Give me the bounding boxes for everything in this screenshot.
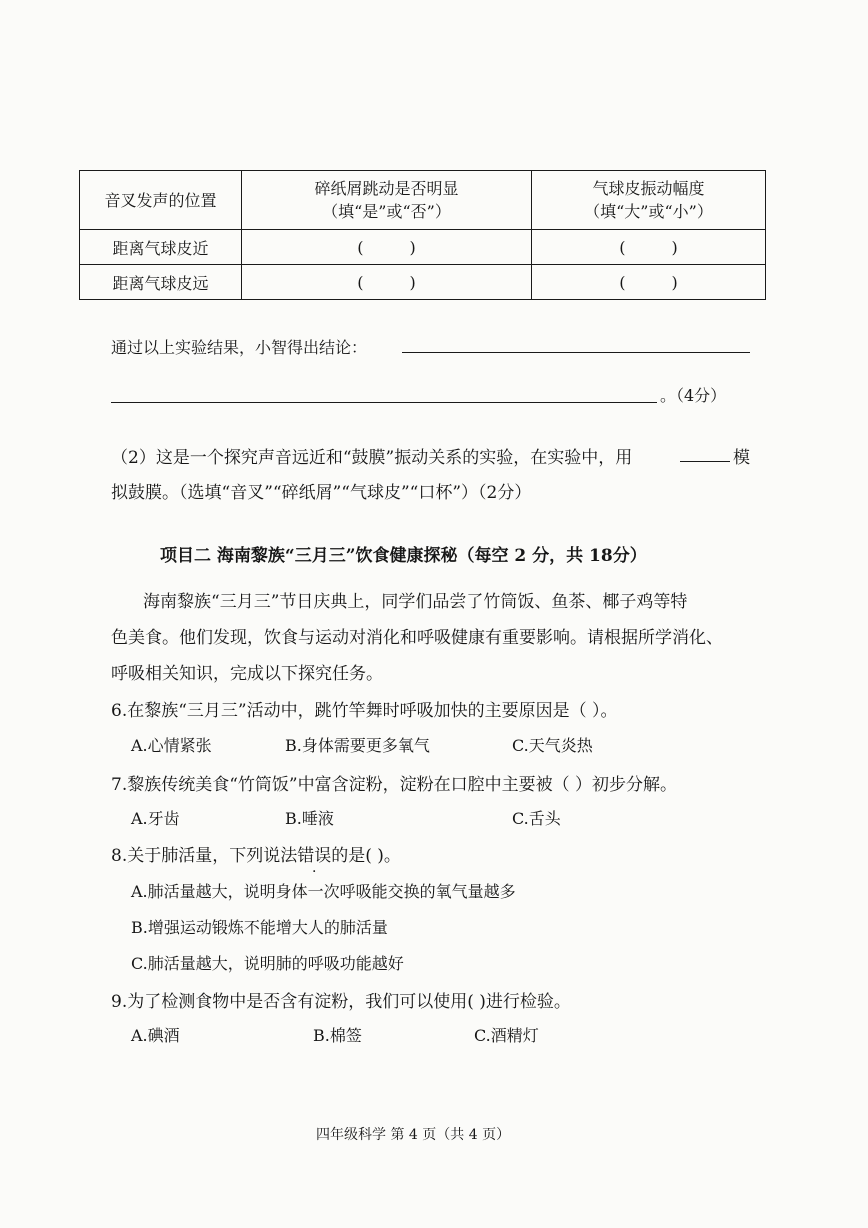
row-label-far: 距离气球皮远 xyxy=(80,265,242,300)
answer-blank-far-balloon[interactable]: ( ) xyxy=(532,265,766,300)
project2-title: 项目二 海南黎族“三月三”饮食健康探秘（每空 2 分，共 18分） xyxy=(160,546,647,566)
q8-text-pre: 8.关于肺活量，下列说法 xyxy=(111,846,298,866)
q9-option-a[interactable]: A.碘酒 xyxy=(131,1026,180,1045)
header-balloon-amplitude xyxy=(532,171,766,230)
q2-line1-end: 模 xyxy=(733,448,750,468)
question-7: 7.黎族传统美食“竹筒饭”中富含淀粉，淀粉在口腔中主要被（ ）初步分解。 xyxy=(111,775,678,795)
q7-option-c[interactable]: C.舌头 xyxy=(512,809,561,828)
header-position: 音叉发声的位置 xyxy=(80,171,242,230)
question-8 xyxy=(111,841,401,866)
q9-option-c[interactable]: C.酒精灯 xyxy=(474,1026,539,1045)
conclusion-answer-line-2[interactable] xyxy=(111,402,657,403)
q8-text-post: 的是( )。 xyxy=(331,846,401,866)
question-9: 9.为了检测食物中是否含有淀粉，我们可以使用( )进行检验。 xyxy=(111,992,571,1012)
q7-option-b[interactable]: B.唾液 xyxy=(285,809,334,828)
project2-intro-1: 海南黎族“三月三”节日庆典上，同学们品尝了竹筒饭、鱼茶、椰子鸡等特 xyxy=(143,592,688,612)
q6-option-c[interactable]: C.天气炎热 xyxy=(512,736,593,755)
project2-intro-3: 呼吸相关知识，完成以下探究任务。 xyxy=(111,664,383,684)
answer-blank-far-paper[interactable]: ( ) xyxy=(242,265,532,300)
answer-blank-near-balloon[interactable]: ( ) xyxy=(532,230,766,265)
table-header-row xyxy=(80,171,766,230)
table-row xyxy=(80,265,766,300)
project2-intro-2: 色美食。他们发现，饮食与运动对消化和呼吸健康有重要影响。请根据所学消化、 xyxy=(111,628,723,648)
conclusion-prompt: 通过以上实验结果，小智得出结论： xyxy=(111,338,368,357)
question-6: 6.在黎族“三月三”活动中，跳竹竿舞时呼吸加快的主要原因是（ ）。 xyxy=(111,701,618,721)
header-balloon-line2: （填“大”或“小”） xyxy=(584,202,713,221)
row-label-near: 距离气球皮近 xyxy=(80,230,242,265)
q6-option-a[interactable]: A.心情紧张 xyxy=(131,736,212,755)
header-paper-jump-line2: （填“是”或“否”） xyxy=(322,202,451,221)
experiment-table xyxy=(79,170,766,300)
conclusion-answer-line-1[interactable] xyxy=(402,352,750,353)
q8-option-c[interactable]: C.肺活量越大，说明肺的呼吸功能越好 xyxy=(131,954,404,973)
conclusion-score: 。（4分） xyxy=(660,386,727,405)
header-paper-jump xyxy=(242,171,532,230)
header-paper-jump-line1: 碎纸屑跳动是否明显 xyxy=(314,179,459,198)
q8-option-b[interactable]: B.增强运动锻炼不能增大人的肺活量 xyxy=(131,918,388,937)
q2-line2: 拟鼓膜。（选填“音叉”“碎纸屑”“气球皮”“口杯”）（2分） xyxy=(111,483,532,503)
header-balloon-line1: 气球皮振动幅度 xyxy=(592,179,705,198)
q8-emphasis: 错误 xyxy=(297,846,332,866)
q6-option-b[interactable]: B.身体需要更多氧气 xyxy=(285,736,430,755)
page-footer: 四年级科学 第 4 页（共 4 页） xyxy=(316,1127,511,1143)
table-row xyxy=(80,230,766,265)
q9-option-b[interactable]: B.棉签 xyxy=(313,1026,362,1045)
q7-option-a[interactable]: A.牙齿 xyxy=(131,809,180,828)
q8-option-a[interactable]: A.肺活量越大，说明身体一次呼吸能交换的氧气量越多 xyxy=(131,882,516,901)
q2-answer-blank[interactable] xyxy=(680,461,730,462)
q2-line1: （2）这是一个探究声音远近和“鼓膜”振动关系的实验，在实验中，用 xyxy=(111,448,633,468)
answer-blank-near-paper[interactable]: ( ) xyxy=(242,230,532,265)
